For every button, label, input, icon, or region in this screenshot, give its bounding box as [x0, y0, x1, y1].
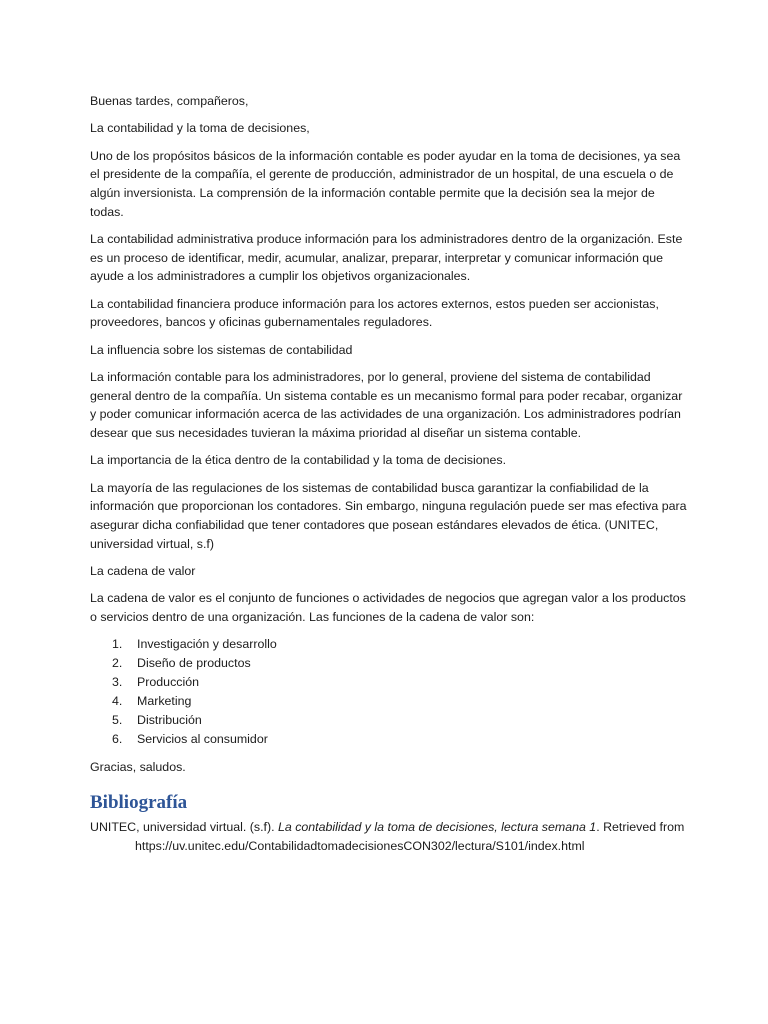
heading-ethics: La importancia de la ética dentro de la contabilidad y la toma de decisiones. [90, 453, 507, 468]
paragraph-purpose: Uno de los propósitos básicos de la información contable es poder ayudar en la toma de decisiones, ya sea el presidente de la compañía, el gerente de producción, administrador de un hospital, de una escuela o de algún inversionista. La comprensión de la información contable permite que la decisión sea la mejor de todas. [90, 148, 681, 219]
list-item-number: 1. [112, 637, 123, 652]
value-chain-list [90, 635, 690, 748]
bibliography-entry [90, 818, 690, 855]
bibliography-heading: Bibliografía [90, 792, 188, 814]
list-item-number: 2. [112, 656, 123, 671]
list-item-number: 6. [112, 731, 123, 746]
list-item [90, 692, 690, 711]
list-item-text: Producción [137, 675, 199, 690]
list-item-number: 4. [112, 694, 123, 709]
paragraph-influence: La información contable para los administradores, por lo general, proviene del sistema de contabilidad general dentro de la compañía. Un sistema contable es un mecanismo formal para poder recabar, organizar y poder comunicar información acerca de las actividades de una organización. Los administradores podrían desear que sus necesidades tuvieran la máxima prioridad al diseñar un sistema contable. [90, 370, 683, 441]
paragraph-managerial-accounting: La contabilidad administrativa produce información para los administradores dentro de la organización. Este es un proceso de identificar, medir, acumular, analizar, preparar, interpretar y comunicar información que ayude a los administradores a cumplir los objetivos organizacionales. [90, 232, 683, 284]
paragraph-value-chain: La cadena de valor es el conjunto de funciones o actividades de negocios que agregan valor a los productos o servicios dentro de una organización. Las funciones de la cadena de valor son: [90, 591, 686, 625]
list-item-text: Distribución [137, 712, 202, 727]
list-item-text: Servicios al consumidor [137, 731, 268, 746]
list-item [90, 730, 690, 749]
paragraph-ethics: La mayoría de las regulaciones de los sistemas de contabilidad busca garantizar la confiabilidad de la información que proporcionan los contadores. Sin embargo, ninguna regulación puede ser mas efectiva para asegurar dicha confiabilidad que tener contadores que posean estándares elevados de ética. (UNITEC, universidad virtual, s.f) [90, 480, 687, 551]
paragraph-financial-accounting: La contabilidad financiera produce información para los actores externos, estos pueden ser accionistas, proveedores, bancos y oficinas gubernamentales reguladores. [90, 296, 659, 330]
reference-source: . Retrieved from https://uv.unitec.edu/ContabilidadtomadecisionesCON302/lectura/S101/index.html [135, 820, 685, 854]
heading-influence: La influencia sobre los sistemas de contabilidad [90, 342, 353, 357]
reference-title: La contabilidad y la toma de decisiones, lectura semana 1 [277, 820, 597, 835]
list-item-text: Marketing [137, 694, 192, 709]
list-item-number: 3. [112, 675, 123, 690]
list-item-text: Investigación y desarrollo [137, 637, 277, 652]
list-item [90, 635, 690, 654]
topic-line: La contabilidad y la toma de decisiones, [90, 121, 310, 136]
document-body [90, 92, 690, 864]
list-item [90, 673, 690, 692]
list-item [90, 711, 690, 730]
list-item-text: Diseño de productos [137, 656, 251, 671]
list-item-number: 5. [112, 712, 123, 727]
list-item [90, 654, 690, 673]
heading-value-chain: La cadena de valor [90, 564, 196, 579]
greeting: Buenas tardes, compañeros, [90, 94, 249, 108]
reference-author: UNITEC, universidad virtual. (s.f). [90, 820, 278, 835]
closing-line: Gracias, saludos. [90, 759, 186, 774]
